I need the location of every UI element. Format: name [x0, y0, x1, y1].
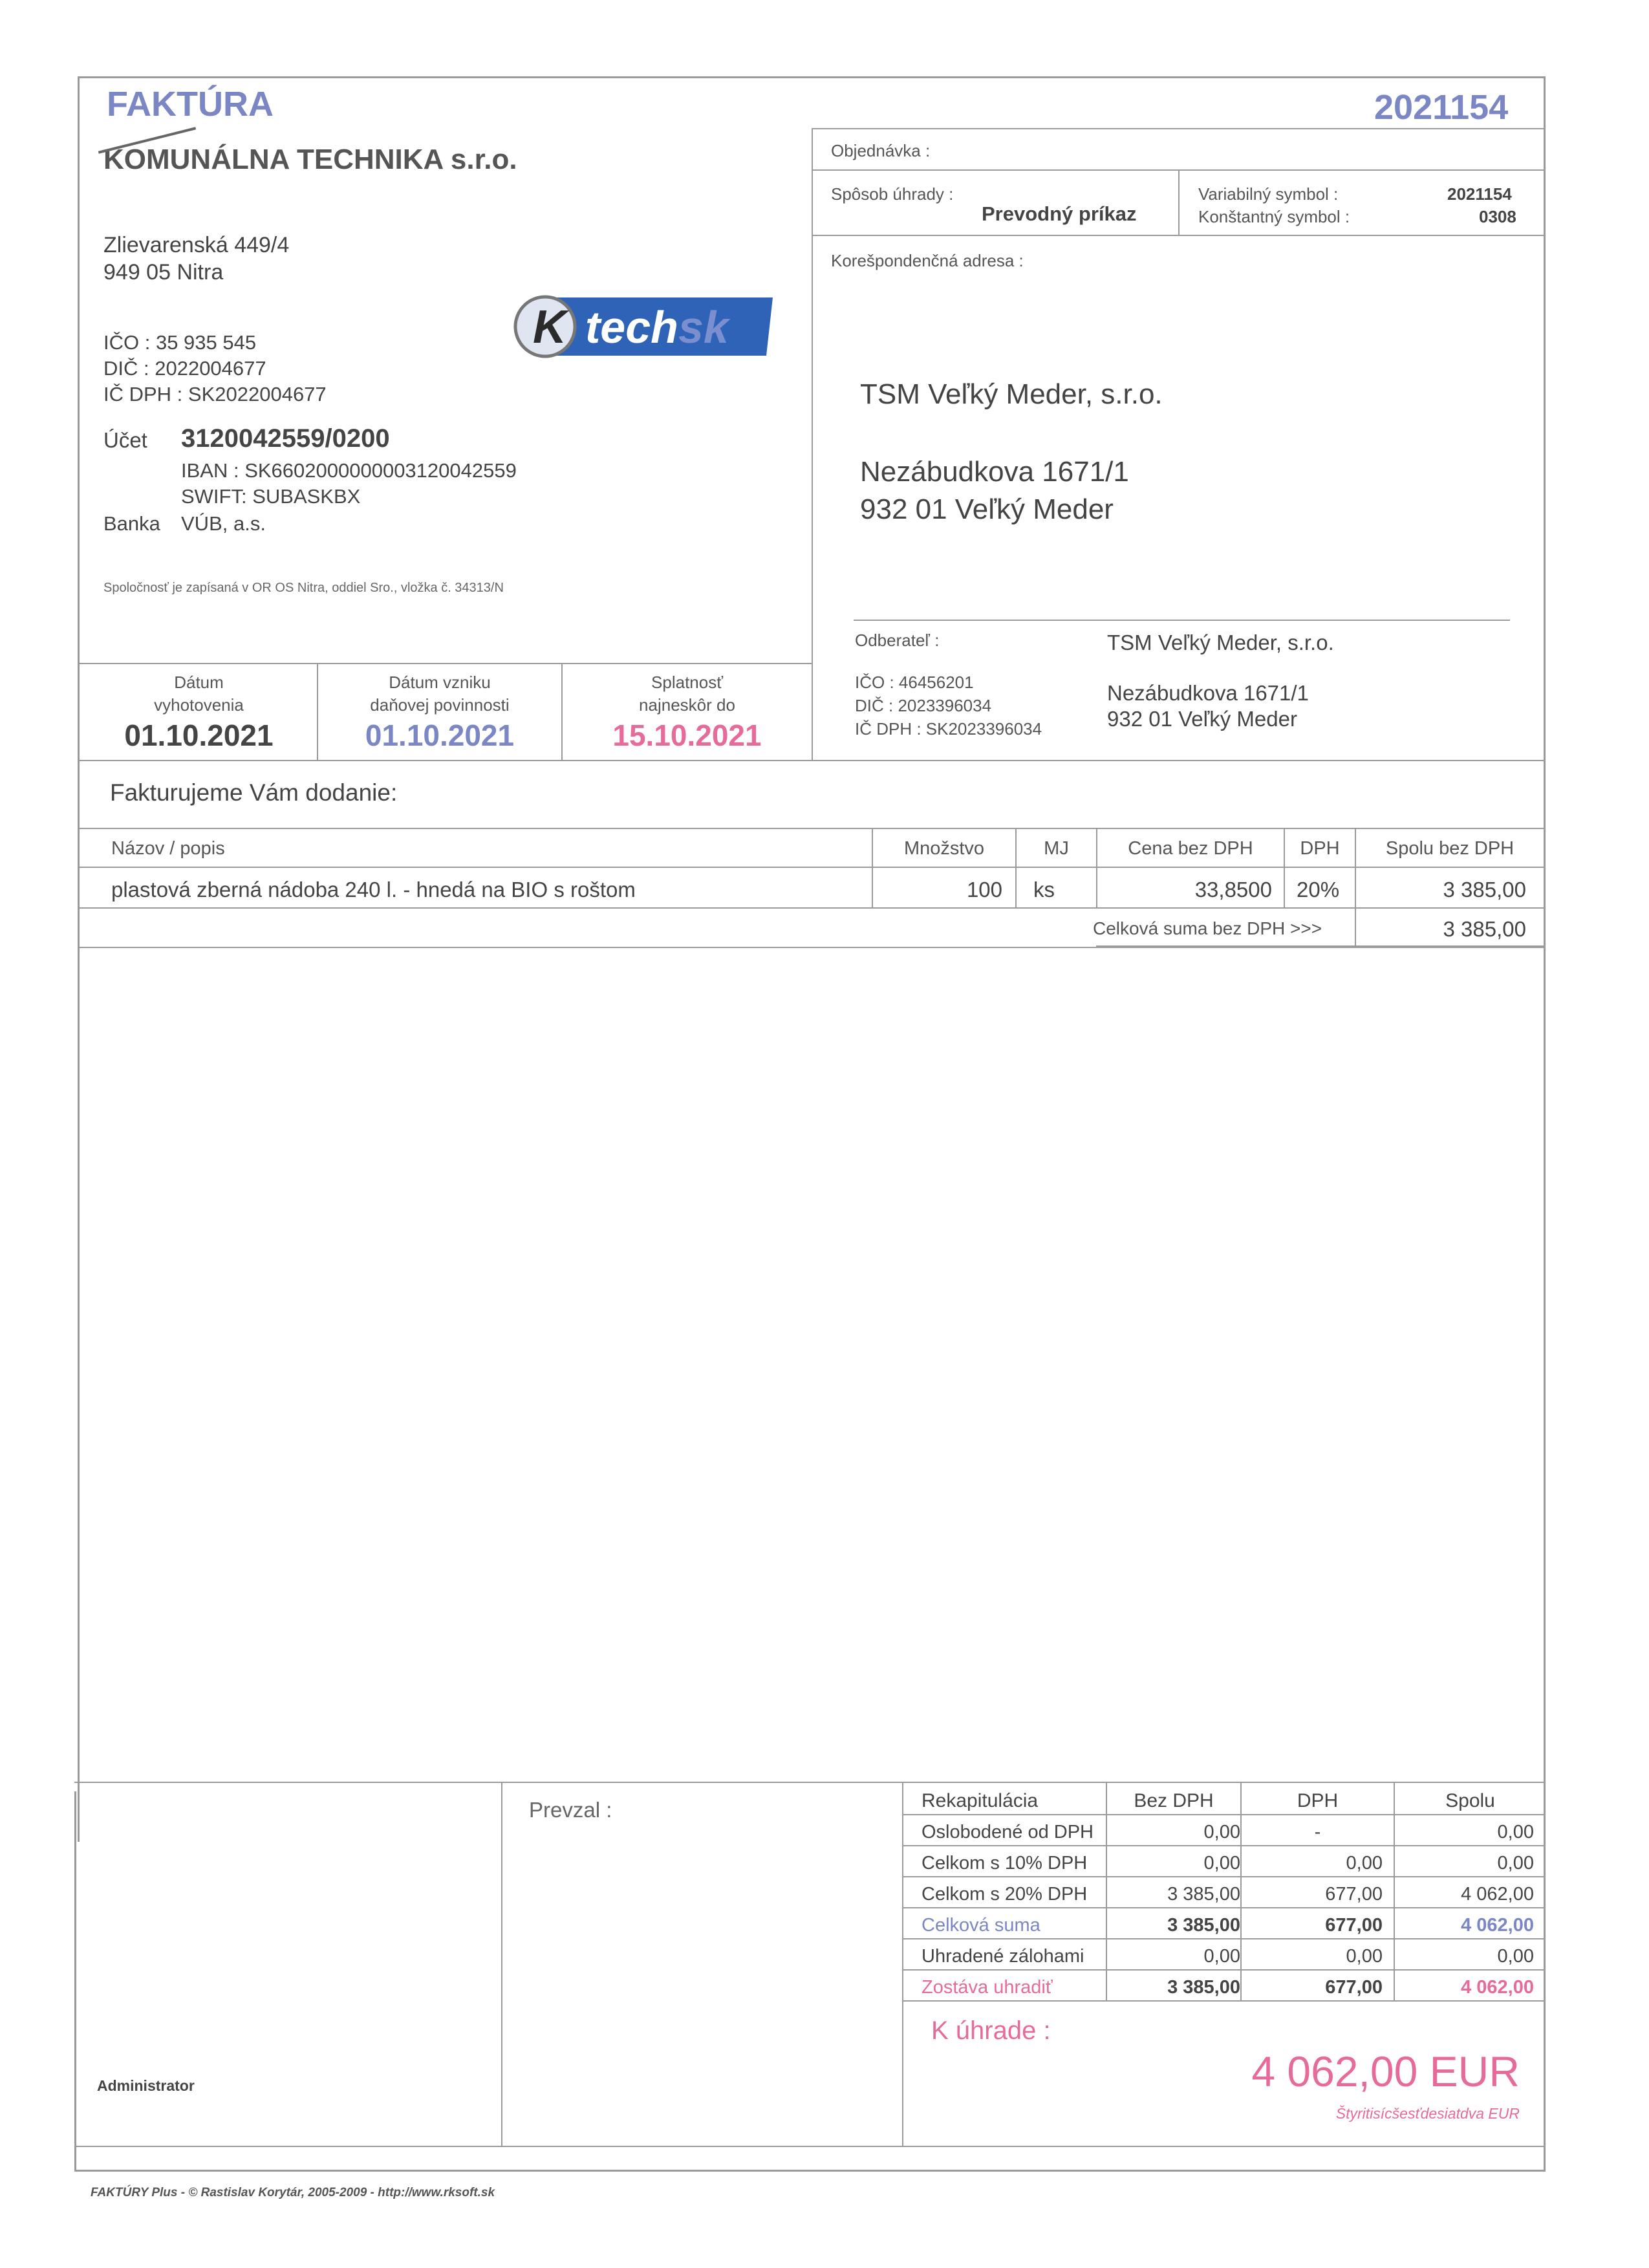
recap-row-total: 0,00: [1497, 1853, 1534, 1874]
frame-right: [1544, 76, 1546, 2172]
recap-row-base: 3 385,00: [1167, 1915, 1240, 1936]
supplier-name: KOMUNÁLNA TECHNIKA s.r.o.: [103, 144, 517, 175]
tax-label-2: daňovej povinnosti: [370, 695, 510, 715]
col-header-vat: DPH: [1300, 838, 1340, 859]
issue-label-2: vyhotovenia: [154, 695, 244, 715]
order-label: Objednávka :: [831, 141, 931, 160]
recap-row-vat: 677,00: [1325, 1915, 1383, 1936]
ks-label: Konštantný symbol :: [1198, 207, 1350, 226]
tax-label-1: Dátum vzniku: [389, 673, 491, 692]
account-label: Účet: [103, 428, 147, 452]
payment-divider-h: [812, 235, 1546, 236]
recap-row-3: [902, 1876, 1546, 1877]
issuer-name: Administrator: [97, 2077, 195, 2094]
col-header-unit: MJ: [1044, 838, 1069, 859]
recipient-street: Nezábudkova 1671/1: [860, 456, 1129, 488]
iban: IBAN : SK6602000000003120042559: [181, 459, 517, 482]
recipient-city: 932 01 Veľký Meder: [860, 493, 1114, 525]
customer-divider: [854, 620, 1510, 621]
sum-value: 3 385,00: [1443, 917, 1526, 941]
recap-row-base: 0,00: [1203, 1946, 1240, 1967]
customer-ico: IČO : 46456201: [855, 673, 974, 692]
frame-top: [78, 76, 1546, 78]
recap-row-base: 0,00: [1203, 1853, 1240, 1874]
recap-row-total: 4 062,00: [1461, 1915, 1534, 1936]
recap-row-7: [902, 2000, 1546, 2002]
due-label-1: Splatnosť: [651, 673, 723, 692]
logo-letter: K: [533, 301, 566, 353]
supplier-street: Zlievarenská 449/4: [103, 233, 290, 257]
customer-label: Odberateľ :: [855, 631, 940, 650]
recap-row-1: [902, 1814, 1546, 1815]
swift: SWIFT: SUBASKBX: [181, 485, 361, 508]
supplier-icdph: IČ DPH : SK2022004677: [103, 383, 327, 405]
recap-row-label: Uhradené zálohami: [921, 1946, 1084, 1967]
recipient-name: TSM Veľký Meder, s.r.o.: [860, 378, 1163, 410]
recap-row-6: [902, 1969, 1546, 1971]
frame-left: [78, 76, 80, 1842]
recap-row-base: 0,00: [1203, 1822, 1240, 1842]
logo-text-sk: sk: [678, 302, 729, 352]
issue-label-1: Dátum: [174, 673, 224, 692]
item-name: plastová zberná nádoba 240 l. - hnedá na BIO s roštom: [111, 878, 636, 902]
recap-row-vat: 0,00: [1346, 1853, 1383, 1874]
customer-dic: DIČ : 2023396034: [855, 696, 992, 715]
tax-date: 01.10.2021: [365, 718, 515, 752]
logo-text-tech: tech: [585, 302, 678, 352]
due-date: 15.10.2021: [612, 718, 762, 752]
item-price: 33,8500: [1194, 878, 1272, 902]
recap-row-4: [902, 1907, 1546, 1908]
recap-row-2: [902, 1845, 1546, 1846]
customer-name: TSM Veľký Meder, s.r.o.: [1107, 631, 1334, 654]
frame-bottom: [74, 2170, 1546, 2172]
recap-header-vat: DPH: [1297, 1790, 1339, 1811]
recap-row-label: Oslobodené od DPH: [921, 1822, 1094, 1842]
footer-div-2: [902, 1782, 903, 2147]
items-row-bottom: [78, 907, 1546, 909]
item-qty: 100: [966, 878, 1002, 902]
recap-row-total: 0,00: [1497, 1946, 1534, 1967]
recap-row-vat: -: [1314, 1822, 1321, 1842]
recap-header-base: Bez DPH: [1134, 1790, 1214, 1811]
customer-icdph: IČ DPH : SK2023396034: [855, 719, 1042, 739]
bank-label: Banka: [103, 512, 160, 535]
item-vat: 20%: [1297, 878, 1340, 902]
recap-row-label: Zostáva uhradiť: [921, 1977, 1053, 1998]
customer-street: Nezábudkova 1671/1: [1107, 681, 1309, 705]
items-end: [78, 947, 1546, 948]
recap-row-label: Celková suma: [921, 1915, 1040, 1936]
col-header-price: Cena bez DPH: [1128, 838, 1253, 859]
recap-row-vat: 0,00: [1346, 1946, 1383, 1967]
vs-value: 2021154: [1447, 184, 1512, 204]
bank-name: VÚB, a.s.: [181, 512, 266, 535]
payment-method: Prevodný príkaz: [982, 202, 1137, 225]
col-header-total: Spolu bez DPH: [1385, 838, 1514, 859]
recap-row-total: 0,00: [1497, 1822, 1534, 1842]
col-header-qty: Množstvo: [903, 838, 985, 859]
dates-top: [78, 663, 813, 664]
item-unit: ks: [1033, 878, 1055, 902]
items-header-bottom: [78, 867, 1546, 868]
sum-label: Celková suma bez DPH >>>: [1093, 918, 1322, 938]
recap-row-5: [902, 1938, 1546, 1939]
footer-top: [74, 1782, 1546, 1783]
ks-value: 0308: [1479, 207, 1516, 226]
recap-row-label: Celkom s 10% DPH: [921, 1853, 1088, 1874]
recap-row-total: 4 062,00: [1461, 1977, 1534, 1998]
recap-row-base: 3 385,00: [1167, 1884, 1240, 1905]
footer-bottom: [74, 2146, 1546, 2147]
col-header-name: Názov / popis: [111, 838, 225, 859]
dates-bottom: [78, 760, 1546, 761]
to-pay-words: Štyritisícšesťdesiatdva EUR: [1335, 2105, 1520, 2122]
svg-text:techsk: [585, 302, 731, 352]
supplier-city: 949 05 Nitra: [103, 260, 224, 285]
top-block-divider: [812, 128, 813, 760]
issue-date: 01.10.2021: [124, 718, 274, 752]
corr-label: Korešpondenčná adresa :: [831, 251, 1024, 270]
footer-div-1: [501, 1782, 502, 2147]
recap-row-total: 4 062,00: [1461, 1884, 1534, 1905]
recap-row-vat: 677,00: [1325, 1884, 1383, 1905]
invoice-title: FAKTÚRA: [107, 85, 274, 124]
to-pay-label: K úhrade :: [931, 2016, 1051, 2045]
received-label: Prevzal :: [529, 1798, 612, 1822]
account-number: 3120042559/0200: [181, 424, 390, 453]
recap-header-total: Spolu: [1445, 1790, 1495, 1811]
supplier-dic: DIČ : 2022004677: [103, 357, 266, 380]
items-intro: Fakturujeme Vám dodanie:: [110, 779, 398, 806]
recap-row-label: Celkom s 20% DPH: [921, 1884, 1088, 1905]
recap-header-label: Rekapitulácia: [921, 1790, 1039, 1811]
item-total: 3 385,00: [1443, 878, 1526, 902]
frame-left-lower: [74, 1791, 76, 2172]
header-divider: [812, 128, 1546, 129]
payment-label: Spôsob úhrady :: [831, 184, 954, 204]
customer-city: 932 01 Veľký Meder: [1107, 707, 1297, 731]
payment-divider-v: [1178, 169, 1180, 236]
registration-note: Spoločnosť je zapísaná v OR OS Nitra, oddiel Sro., vložka č. 34313/N: [103, 581, 504, 595]
recap-row-vat: 677,00: [1325, 1977, 1383, 1998]
recap-row-base: 3 385,00: [1167, 1977, 1240, 1998]
vs-label: Variabilný symbol :: [1198, 184, 1339, 204]
due-label-2: najneskôr do: [639, 695, 735, 715]
copyright-note: FAKTÚRY Plus - © Rastislav Korytár, 2005-2009 - http://www.rksoft.sk: [91, 2186, 495, 2199]
items-header-top: [78, 828, 1546, 829]
supplier-ico: IČO : 35 935 545: [103, 331, 257, 354]
invoice-number: 2021154: [1374, 88, 1509, 127]
to-pay-amount: 4 062,00 EUR: [1251, 2047, 1520, 2095]
company-logo: [501, 294, 773, 359]
